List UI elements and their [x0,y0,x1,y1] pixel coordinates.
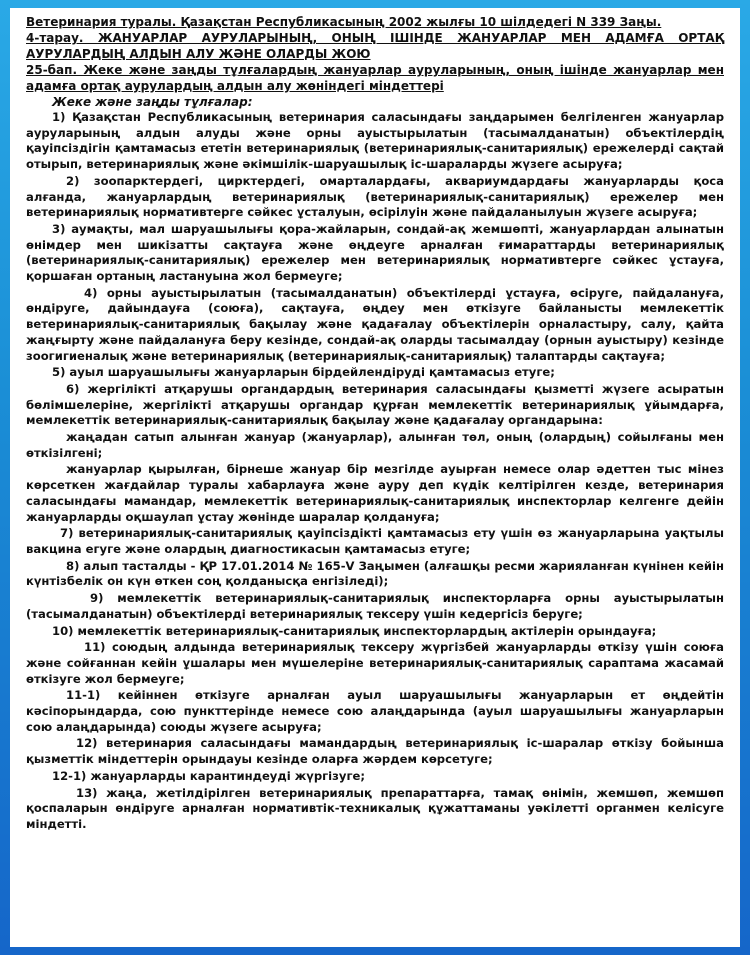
law-title: Ветеринария туралы. Қазақстан Республикасының 2002 жылғы 10 шілдедегі N 339 Заңы. [26,15,662,29]
article-title: 25-бап. Жеке және заңды тұлғалардың жануарлар ауруларының, оның ішінде жануарлар мен адамға ортақ аурулардың алдын алу жөніндегі міндеттері [26,63,724,93]
paragraph-item: 7) ветеринариялық-санитариялық қауіпсіздікті қамтамасыз ету үшін өз жануарларына уақтылы вакцина егуге және олардың диагностикасын қамтамасыз етуге; [26,526,724,556]
paragraph-item: 3) аумақты, мал шаруашылығы қора-жайларын, сондай-ақ жемшөпті, жануарлардан алынатын өнімдер мен шикізатты сақтауға және өңдеуге арналған ғимараттарды ветеринариялық (ветеринариялық-санитариялық) ережелер мен ветеринариялық нормативтерге сәйкес ұстауға, қоршаған ортаның ластануына жол бермеуге; [26,221,724,284]
paragraph-item: 4) орны ауыстырылатын (тасымалданатын) объектілерді ұстауға, өсіруге, пайдалануға, өндіруге, дайындауға (союға), сақтауға, өңдеу мен өткізуге байланысты мемлекеттік ветеринариялық-санитариялық бақылау және қадағалау объектілерін орналастыру, салу, қайта жаңғырту және пайдалануға беру кезінде, сондай-ақ оларды тасымалдау (орнын ауыстыру) кезінде зоогигиеналық және ветеринариялық (ветеринариялық-санитариялық) талаптарды сақтауға; [26,285,724,363]
paragraph-item: 9) мемлекеттік ветеринариялық-санитариялық инспекторларға орны ауыстырылатын (тасымалданатын) объектілерді ветеринариялық тексеру үшін кедергісіз беруге; [26,591,724,621]
chapter-title: 4-тарау. ЖАНУАРЛАР АУРУЛАРЫНЫҢ, ОНЫҢ ІШІНДЕ ЖАНУАРЛАР МЕН АДАМҒА ОРТАҚ АУРУЛАРДЫҢ АЛДЫН АЛУ ЖӘНЕ ОЛАРДЫ ЖОЮ [26,31,724,61]
intro-line: Жеке және заңды тұлғалар: [52,95,253,109]
paragraph-item: 12) ветеринария саласындағы мамандардың ветеринариялық іс-шаралар өткізу бойынша қызметтік міндеттерін орындауы кезінде оларға жәрдем көрсетуге; [26,736,724,767]
paragraph-item: 12-1) жануарларды карантиндеуді жүргізуге; [52,768,366,783]
paragraph-item: 8) алып тасталды - ҚР 17.01.2014 № 165-V Заңымен (алғашқы ресми жарияланған күнінен кейін күнтізбелік он күн өткен соң қолданысқа енгізіледі); [26,558,724,589]
paragraph-item: 11) союдың алдында ветеринариялық тексеру жүргізбей жануарларды өткізу үшін союға және сойғаннан кейін ұшалары мен мүшелеріне ветеринариялық-санитариялық сараптама жасамай өткізуге жол бермеуге; [26,640,724,686]
document-page [10,8,740,947]
paragraph-item: 6) жергілікті атқарушы органдардың ветеринария саласындағы қызметті жүзеге асыратын бөлімшелеріне, жергілікті атқарушы органдар құрған мемлекеттік ветеринариялық ұйымдарға, мемлекеттік ветеринариялық-санитариялық бақылау және қадағалау органдарына: [26,381,724,428]
paragraph-item: 5) ауыл шаруашылығы жануарларын бірдейлендіруді қамтамасыз етуге; [52,365,555,380]
paragraph-item: 10) мемлекеттік ветеринариялық-санитариялық инспекторлардың актілерін орындауға; [52,623,657,638]
paragraph-list [26,110,724,833]
paragraph-item: 1) Қазақстан Республикасының ветеринария саласындағы заңдарымен белгіленген жануарлар ауруларының алдын алуды және орны ауыстырылатын (тасымалданатын) объектілердің қауіпсіздігін қамтамасыз ететін ветеринариялық (ветеринариялық-санитариялық) ережелерді сақтай отырып, ветеринариялық және әкімшілік-шаруашылық іс-шараларды жүзеге асыруға; [26,110,724,172]
paragraph-item: 2) зоопарктердегі, цирктердегі, омарталардағы, аквариумдардағы жануарларды қоса алғанда, жануарлардың ветеринариялық (ветеринариялық-санитариялық) ережелер мен ветеринариялық нормативтерге сәйкес ұсталуын, өсірілуін және пайдаланылуын жүзеге асыруға; [26,173,724,220]
paragraph-item: жануарлар қырылған, бірнеше жануар бір мезгілде ауырған немесе олар әдеттен тыс мінез көрсеткен жағдайлар туралы хабарлауға және ауру деп күдік келтірілген кезде, ветеринария саласындағы мамандар, мемлекеттік ветеринариялық-санитариялық инспекторлар келгенге дейін жануарларды оқшаулап ұстау жөнінде шаралар қолдануға; [26,462,724,524]
paragraph-item: 13) жаңа, жетілдірілген ветеринариялық препараттарға, тамақ өнімін, жемшөп, жемшөп қоспаларын өндіруге арналған нормативтік-техникалық құжаттаманы уәкілетті органмен келісуге міндетті. [26,785,724,831]
paragraph-item: 11-1) кейіннен өткізуге арналған ауыл шаруашылығы жануарларын ет өңдейтін кәсіпорындарда, сою пункттерінде немесе сою алаңдарында (ауыл шаруашылығы жануарларын сою алаңдарында) союды жүзеге асыруға; [26,688,724,734]
paragraph-item: жаңадан сатып алынған жануар (жануарлар), алынған төл, оның (олардың) сойылғаны мен өткізілгені; [26,430,724,460]
